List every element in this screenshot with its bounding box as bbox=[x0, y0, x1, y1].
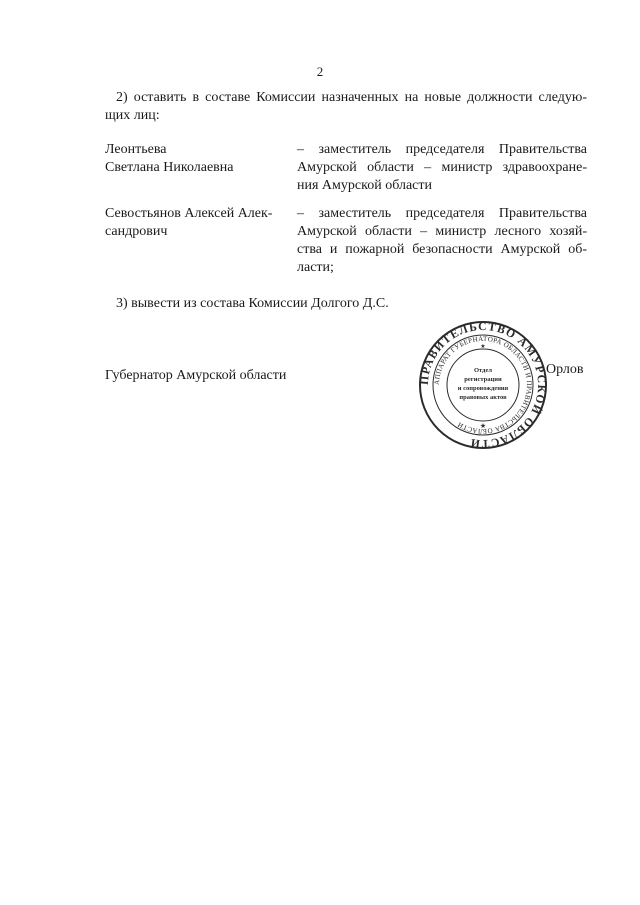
seal-star-icon: ★ bbox=[479, 422, 487, 430]
seal-center-line: и сопровождения bbox=[457, 385, 509, 392]
member-name-line: Светлана Николаевна bbox=[105, 160, 234, 175]
member-position-line: ласти; bbox=[297, 260, 334, 275]
member-position-line: ства и пожарной безопасности Амурской об- bbox=[297, 242, 587, 257]
seal-star-icon: ★ bbox=[480, 344, 486, 350]
member-name-line: сандрович bbox=[105, 224, 168, 239]
seal-center-line: правовых актов bbox=[459, 394, 507, 401]
item-2-line-1: 2) оставить в составе Комиссии назначенных на новые должности следую- bbox=[116, 90, 587, 105]
seal-middle-text: АППАРАТ ГУБЕРНАТОРА ОБЛАСТИ И ПРАВИТЕЛЬСТВА ОБЛАСТИ bbox=[432, 334, 534, 436]
signatory-title: Губернатор Амурской области bbox=[105, 368, 287, 383]
member-position-line: Амурской области – министр здравоохране- bbox=[297, 160, 587, 175]
item-3: 3) вывести из состава Комиссии Долгого Д.С. bbox=[116, 296, 389, 311]
seal-center-line: Отдел bbox=[474, 367, 492, 374]
member-position-line: Амурской области – министр лесного хозяй- bbox=[297, 224, 587, 239]
signatory-name: Орлов bbox=[546, 362, 584, 377]
page-number: 2 bbox=[316, 64, 324, 79]
official-seal-stamp bbox=[418, 320, 548, 450]
member-name-line: Леонтьева bbox=[105, 142, 167, 157]
item-2-line-2: щих лиц: bbox=[105, 108, 160, 123]
member-name-line: Севостьянов Алексей Алек- bbox=[105, 206, 273, 221]
member-position-line: ния Амурской области bbox=[297, 178, 432, 193]
member-position-line: – заместитель председателя Правительства bbox=[297, 142, 587, 157]
member-position-line: – заместитель председателя Правительства bbox=[297, 206, 587, 221]
seal-outer-text: ПРАВИТЕЛЬСТВО АМУРСКОЙ ОБЛАСТИ bbox=[418, 320, 548, 450]
seal-center-line: регистрации bbox=[464, 376, 502, 383]
